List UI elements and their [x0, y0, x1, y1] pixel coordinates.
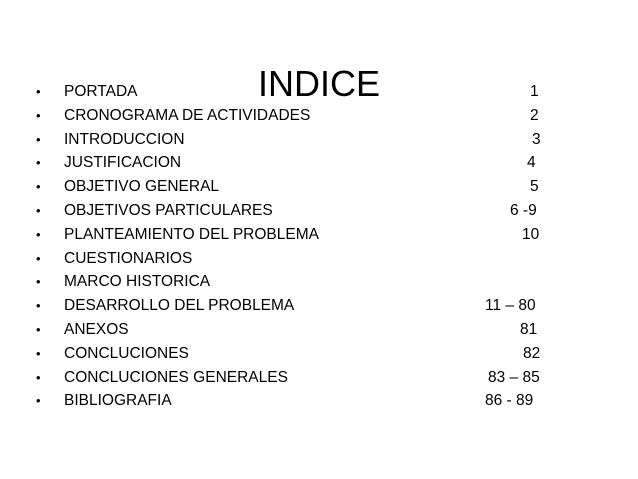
table-of-contents: [0, 80, 638, 413]
bullet-icon: •: [36, 107, 41, 123]
bullet-icon: •: [36, 202, 41, 218]
list-item: [0, 128, 638, 152]
list-item: [0, 270, 638, 294]
list-item: [0, 389, 638, 413]
list-item: [0, 223, 638, 247]
entry-page-number: 10: [522, 225, 540, 243]
bullet-icon: •: [36, 321, 41, 337]
entry-label: OBJETIVOS PARTICULARES: [64, 201, 273, 219]
entry-page-number: 4: [527, 154, 536, 172]
entry-page-number: 1: [530, 83, 539, 100]
entry-label: OBJETIVO GENERAL: [64, 178, 220, 196]
bullet-icon: •: [36, 393, 41, 409]
entry-label: INTRODUCCION: [64, 130, 185, 148]
entry-page-number: 3: [532, 130, 541, 148]
entry-label: ANEXOS: [64, 320, 129, 338]
page-title: INDICE: [257, 63, 380, 105]
entry-page-number: 2: [530, 106, 539, 124]
entry-label: CONCLUCIONES: [64, 344, 189, 362]
bullet-icon: •: [36, 369, 41, 385]
bullet-icon: •: [36, 179, 41, 195]
bullet-icon: •: [36, 274, 41, 290]
entry-page-number: 11 – 80: [485, 297, 536, 315]
entry-label: CRONOGRAMA DE ACTIVIDADES: [64, 106, 311, 124]
list-item: [0, 366, 638, 390]
entry-label: CONCLUCIONES GENERALES: [64, 368, 288, 386]
entry-label: CUESTIONARIOS: [64, 249, 193, 267]
list-item: [0, 104, 638, 128]
entry-page-number: 82: [523, 344, 541, 362]
entry-page-number: 86 - 89: [485, 392, 534, 410]
entry-label: PORTADA: [64, 83, 138, 100]
entry-page-number: 5: [530, 178, 539, 196]
entry-page-number: 6 -9: [510, 201, 537, 219]
bullet-icon: •: [36, 155, 41, 171]
bullet-icon: •: [36, 84, 41, 99]
bullet-icon: •: [36, 345, 41, 361]
bullet-icon: •: [36, 226, 41, 242]
entry-label: DESARROLLO DEL PROBLEMA: [64, 297, 295, 315]
list-item: [0, 151, 638, 175]
entry-label: PLANTEAMIENTO DEL PROBLEMA: [64, 225, 319, 243]
list-item: [0, 175, 638, 199]
entry-label: BIBLIOGRAFIA: [64, 392, 172, 410]
entry-label: JUSTIFICACION: [64, 154, 182, 172]
bullet-icon: •: [36, 250, 41, 266]
entry-page-number: 81: [520, 320, 538, 338]
list-item: [0, 199, 638, 223]
list-item: [0, 294, 638, 318]
list-item: [0, 318, 638, 342]
list-item: [0, 342, 638, 366]
list-item: [0, 247, 638, 271]
entry-label: MARCO HISTORICA: [64, 273, 211, 291]
entry-page-number: 83 – 85: [488, 368, 540, 386]
list-item: [0, 80, 638, 104]
bullet-icon: •: [36, 131, 41, 147]
bullet-icon: •: [36, 298, 41, 314]
